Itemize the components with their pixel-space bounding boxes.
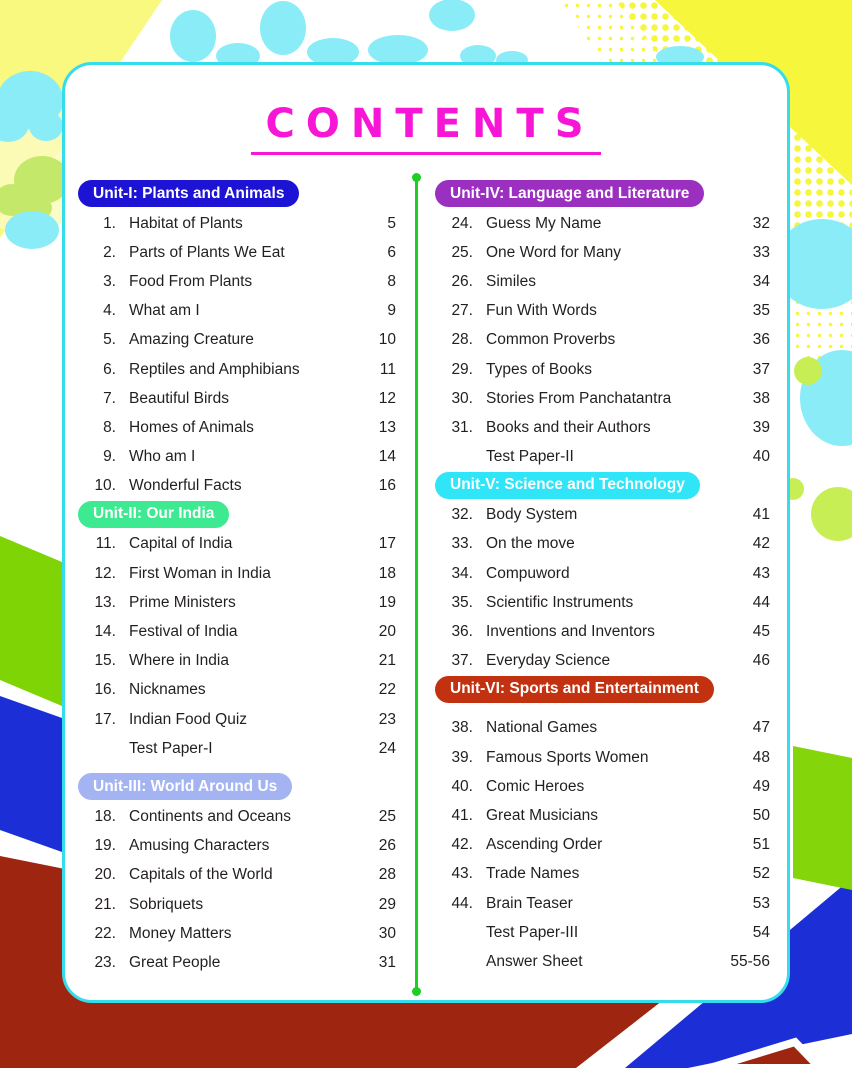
toc-row-page: 39 (752, 418, 770, 436)
toc-row-title: Answer Sheet (486, 952, 583, 970)
toc-row (435, 889, 770, 918)
toc-row-page: 26 (378, 837, 396, 855)
contents-card (62, 62, 790, 1003)
toc-row-title: Books and their Authors (486, 418, 651, 436)
toc-row (78, 297, 396, 326)
toc-row-title: Comic Heroes (486, 777, 585, 795)
toc-row-title: Homes of Animals (129, 418, 254, 436)
unit-pill-unit-5: Unit-V: Science and Technology (435, 472, 700, 499)
toc-row-page: 24 (378, 739, 396, 757)
toc-row-page: 35 (752, 302, 770, 320)
toc-row-number: 18. (94, 807, 116, 825)
toc-row (435, 801, 770, 830)
toc-row (435, 501, 770, 530)
toc-row-page: 32 (752, 214, 770, 232)
unit-section-unit-6 (435, 676, 770, 977)
toc-row (435, 443, 770, 472)
toc-row (78, 861, 396, 890)
stripes-left-edge (0, 536, 62, 852)
toc-row-number: 9. (103, 448, 116, 466)
toc-row-number: 15. (94, 652, 116, 670)
toc-row-number: 12. (94, 564, 116, 582)
unit-rows (435, 501, 770, 676)
toc-row-number: 23. (94, 953, 116, 971)
toc-row-page: 49 (752, 777, 770, 795)
toc-row-title: One Word for Many (486, 243, 621, 261)
toc-row-title: Prime Ministers (129, 593, 236, 611)
toc-row (435, 617, 770, 646)
unit-rows (435, 714, 770, 977)
toc-row-title: Test Paper-I (129, 739, 213, 757)
toc-row (435, 743, 770, 772)
unit-rows (78, 530, 396, 764)
toc-row-title: Sobriquets (129, 895, 204, 913)
toc-row-page: 36 (752, 331, 770, 349)
toc-row-number: 42. (451, 836, 473, 854)
toc-row-title: Who am I (129, 448, 196, 466)
toc-row-page: 28 (378, 866, 396, 884)
toc-row-page: 44 (752, 593, 770, 611)
toc-row-number: 19. (94, 837, 116, 855)
toc-row-page: 31 (378, 953, 396, 971)
unit-pill-unit-6: Unit-VI: Sports and Entertainment (435, 676, 714, 703)
toc-row-page: 45 (752, 623, 770, 641)
toc-row-number: 17. (94, 710, 116, 728)
toc-row (435, 238, 770, 267)
unit-rows (78, 802, 396, 977)
toc-row-title: Continents and Oceans (129, 807, 291, 825)
toc-row-title: What am I (129, 302, 200, 320)
toc-row (78, 384, 396, 413)
toc-row-title: Money Matters (129, 924, 232, 942)
toc-row (78, 267, 396, 296)
toc-row-number: 20. (94, 866, 116, 884)
toc-row (78, 413, 396, 442)
toc-row (435, 326, 770, 355)
toc-row (435, 647, 770, 676)
toc-row (78, 617, 396, 646)
toc-row (78, 802, 396, 831)
toc-row-title: Beautiful Birds (129, 389, 229, 407)
toc-row-title: Great People (129, 953, 221, 971)
toc-row (435, 355, 770, 384)
column-divider-line (415, 176, 418, 993)
toc-row (78, 472, 396, 501)
toc-row-number: 30. (451, 389, 473, 407)
toc-row (78, 559, 396, 588)
toc-row-title: Brain Teaser (486, 894, 573, 912)
toc-row-page: 25 (378, 807, 396, 825)
toc-row-title: Scientific Instruments (486, 593, 634, 611)
toc-column-left (78, 180, 396, 978)
toc-row-page: 10 (378, 331, 396, 349)
toc-row (78, 890, 396, 919)
toc-row-number: 39. (451, 748, 473, 766)
toc-row-page: 30 (378, 924, 396, 942)
toc-row (78, 919, 396, 948)
toc-row-number: 35. (451, 593, 473, 611)
toc-row-title: Common Proverbs (486, 331, 616, 349)
toc-row-page: 12 (378, 389, 396, 407)
toc-row-title: Food From Plants (129, 272, 253, 290)
toc-row-page: 11 (379, 360, 396, 378)
toc-row-number: 6. (103, 360, 116, 378)
toc-row-title: Parts of Plants We Eat (129, 243, 285, 261)
toc-row-number: 29. (451, 360, 473, 378)
toc-row-page: 52 (752, 865, 770, 883)
toc-row-page: 13 (378, 418, 396, 436)
toc-row (78, 948, 396, 977)
toc-row-page: 38 (752, 389, 770, 407)
toc-row-number: 16. (94, 681, 116, 699)
unit-section-unit-3 (78, 773, 396, 977)
toc-row-number: 7. (103, 389, 116, 407)
toc-row-title: First Woman in India (129, 564, 271, 582)
toc-row-number: 40. (451, 777, 473, 795)
toc-row-page: 33 (752, 243, 770, 261)
toc-row-number: 24. (451, 214, 473, 232)
unit-rows (78, 209, 396, 501)
toc-row-page: 48 (752, 748, 770, 766)
toc-row-page: 54 (752, 923, 770, 941)
toc-row (78, 209, 396, 238)
toc-row-title: Habitat of Plants (129, 214, 243, 232)
toc-row (435, 918, 770, 947)
toc-row-number: 28. (451, 331, 473, 349)
toc-row-page: 5 (387, 214, 396, 232)
toc-row-page: 16 (378, 477, 396, 495)
toc-row-title: Wonderful Facts (129, 477, 242, 495)
toc-row (435, 413, 770, 442)
toc-row-number: 25. (451, 243, 473, 261)
toc-row-title: On the move (486, 535, 575, 553)
toc-row-number: 14. (94, 623, 116, 641)
toc-row-number: 11. (95, 535, 116, 553)
toc-row-title: Capital of India (129, 535, 233, 553)
toc-row-title: Festival of India (129, 623, 238, 641)
toc-row-title: Test Paper-II (486, 448, 574, 466)
toc-row-title: Guess My Name (486, 214, 602, 232)
toc-row-number: 41. (451, 806, 473, 824)
toc-row-number: 36. (451, 623, 473, 641)
toc-row-page: 20 (378, 623, 396, 641)
unit-pill-unit-4: Unit-IV: Language and Literature (435, 180, 704, 207)
toc-row-title: Compuword (486, 564, 570, 582)
toc-row-page: 50 (752, 806, 770, 824)
toc-row-page: 41 (752, 506, 770, 524)
toc-row-title: Amusing Characters (129, 837, 270, 855)
unit-section-unit-1 (78, 180, 396, 501)
page-title: CONTENTS (251, 103, 600, 155)
toc-row-page: 46 (752, 652, 770, 670)
toc-row (435, 559, 770, 588)
toc-row (78, 647, 396, 676)
toc-row-title: Where in India (129, 652, 229, 670)
toc-row-title: Stories From Panchatantra (486, 389, 672, 407)
toc-row (435, 831, 770, 860)
toc-row (435, 297, 770, 326)
unit-rows (435, 209, 770, 472)
toc-row (435, 267, 770, 296)
toc-row-title: Indian Food Quiz (129, 710, 248, 728)
toc-row-title: Test Paper-III (486, 923, 579, 941)
toc-row-title: Reptiles and Amphibians (129, 360, 300, 378)
unit-pill-unit-1: Unit-I: Plants and Animals (78, 180, 299, 207)
toc-row-page: 47 (752, 719, 770, 737)
toc-row-page: 23 (378, 710, 396, 728)
toc-row-number: 4. (103, 302, 116, 320)
toc-row-number: 10. (94, 477, 116, 495)
toc-row-title: Great Musicians (486, 806, 598, 824)
toc-row (435, 947, 770, 976)
toc-row-page: 55-56 (730, 952, 770, 970)
toc-row-number: 43. (451, 865, 473, 883)
toc-row-title: Ascending Order (486, 836, 603, 854)
toc-row-title: Fun With Words (486, 302, 597, 320)
toc-row-number: 34. (451, 564, 473, 582)
unit-section-unit-4 (435, 180, 770, 472)
toc-row-page: 51 (752, 836, 770, 854)
toc-row (78, 326, 396, 355)
toc-row (78, 530, 396, 559)
toc-row (78, 832, 396, 861)
unit-section-unit-2 (78, 501, 396, 764)
green-band-right (793, 746, 852, 890)
toc-row (78, 705, 396, 734)
toc-row-page: 8 (387, 272, 396, 290)
toc-row-number: 32. (451, 506, 473, 524)
toc-row (78, 676, 396, 705)
toc-row-number: 27. (451, 302, 473, 320)
unit-section-unit-5 (435, 472, 770, 676)
toc-row-title: Amazing Creature (129, 331, 254, 349)
toc-row (435, 530, 770, 559)
toc-row-number: 1. (103, 214, 116, 232)
toc-row-page: 21 (378, 652, 396, 670)
toc-row-number: 3. (103, 272, 116, 290)
toc-row-page: 37 (752, 360, 770, 378)
toc-row (78, 238, 396, 267)
toc-row-title: Everyday Science (486, 652, 611, 670)
toc-row-page: 22 (378, 681, 396, 699)
toc-row (435, 384, 770, 413)
toc-row-page: 14 (378, 448, 396, 466)
toc-row-number: 21. (94, 895, 116, 913)
toc-row-page: 53 (752, 894, 770, 912)
toc-row-number: 26. (451, 272, 473, 290)
toc-row-number: 38. (451, 719, 473, 737)
unit-pill-unit-3: Unit-III: World Around Us (78, 773, 292, 800)
toc-row-number: 33. (451, 535, 473, 553)
title-wrap (65, 103, 787, 155)
toc-row-title: Similes (486, 272, 536, 290)
toc-row (78, 734, 396, 763)
toc-row (435, 772, 770, 801)
unit-pill-unit-2: Unit-II: Our India (78, 501, 229, 528)
toc-row-title: Body System (486, 506, 578, 524)
toc-row (435, 209, 770, 238)
toc-row-page: 19 (378, 593, 396, 611)
toc-row-number: 13. (94, 593, 116, 611)
toc-row-page: 9 (387, 302, 396, 320)
toc-row-page: 6 (387, 243, 396, 261)
toc-row-page: 29 (378, 895, 396, 913)
toc-row-number: 31. (451, 418, 473, 436)
toc-row-title: Trade Names (486, 865, 580, 883)
toc-row-title: Capitals of the World (129, 866, 273, 884)
toc-row (78, 355, 396, 384)
toc-row-title: Nicknames (129, 681, 206, 699)
toc-row-page: 17 (378, 535, 396, 553)
toc-row-page: 42 (752, 535, 770, 553)
toc-row-title: Inventions and Inventors (486, 623, 655, 641)
toc-row-number: 44. (451, 894, 473, 912)
toc-row-number: 22. (94, 924, 116, 942)
toc-row (435, 714, 770, 743)
toc-row-title: Types of Books (486, 360, 592, 378)
toc-row-page: 43 (752, 564, 770, 582)
toc-row-title: Famous Sports Women (486, 748, 649, 766)
toc-row-number: 5. (103, 331, 116, 349)
toc-row (435, 860, 770, 889)
toc-row (435, 588, 770, 617)
toc-row-number: 37. (451, 652, 473, 670)
toc-row-page: 18 (378, 564, 396, 582)
toc-row-number: 2. (103, 243, 116, 261)
toc-row (78, 443, 396, 472)
toc-row-number: 8. (103, 418, 116, 436)
toc-row (78, 588, 396, 617)
toc-row-page: 34 (752, 272, 770, 290)
toc-row-title: National Games (486, 719, 598, 737)
toc-row-page: 40 (752, 448, 770, 466)
toc-column-right (435, 180, 770, 977)
